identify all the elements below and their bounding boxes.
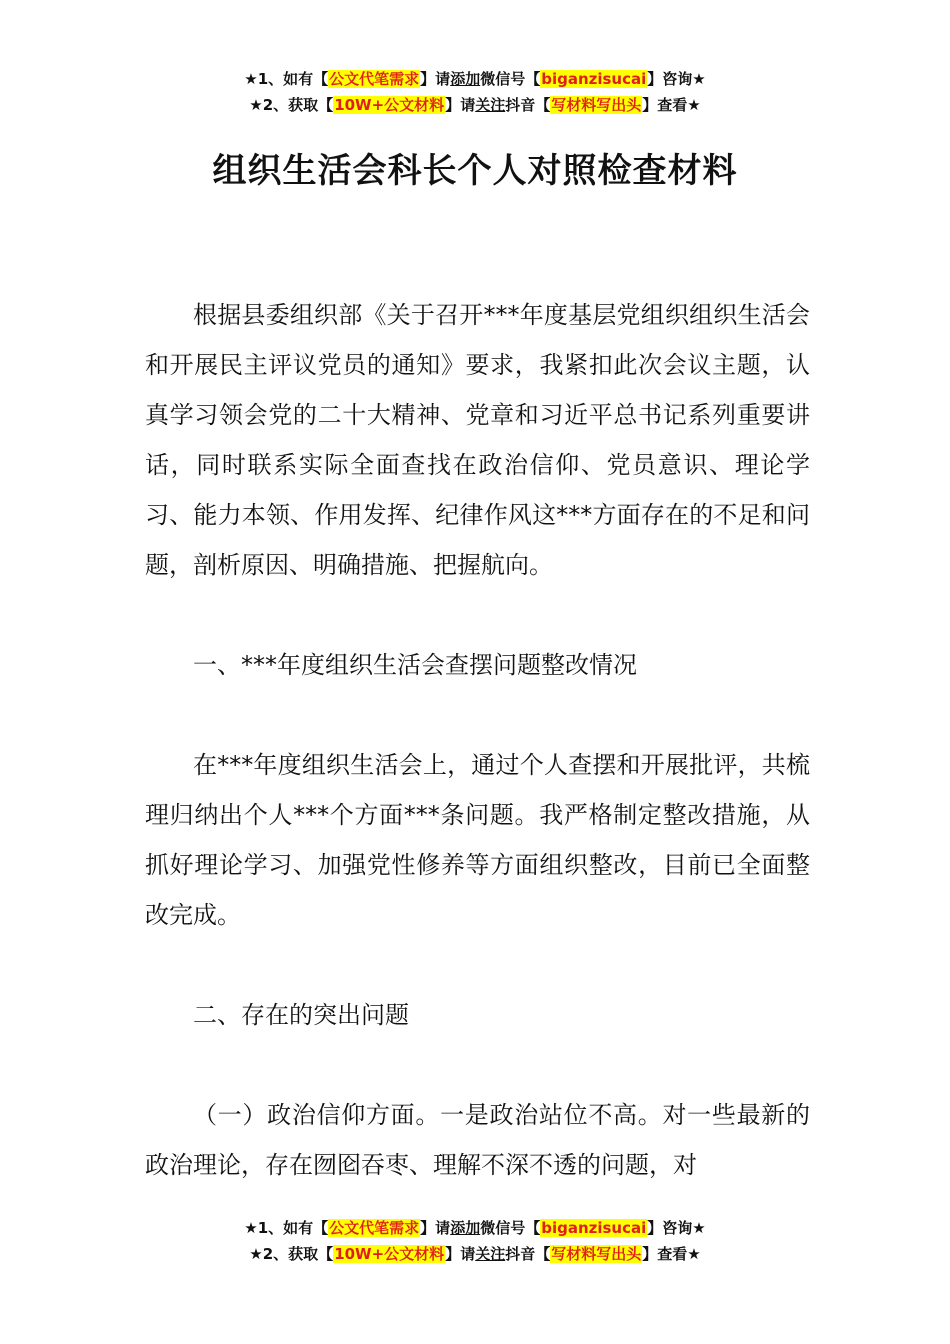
banner-line-1 bbox=[0, 66, 950, 92]
banner-underline: 添加 bbox=[450, 1219, 481, 1237]
banner-text: 】咨询★ bbox=[647, 70, 706, 88]
banner-text: ★1、如有【 bbox=[244, 70, 329, 88]
banner-text: ★2、获取【 bbox=[249, 96, 334, 114]
banner-text: ★2、获取【 bbox=[249, 1245, 334, 1263]
banner-underline: 关注 bbox=[475, 1245, 506, 1263]
document-body bbox=[145, 290, 810, 1190]
heading-section-1: 一、***年度组织生活会查摆问题整改情况 bbox=[193, 651, 637, 679]
banner-text: 抖音【 bbox=[505, 1245, 551, 1263]
banner-highlight: 10W+公文材料 bbox=[334, 96, 445, 114]
banner-text: 】请 bbox=[445, 1245, 476, 1263]
banner-line-2 bbox=[0, 1241, 950, 1267]
paragraph-section-2-1: （一）政治信仰方面。一是政治站位不高。对一些最新的政治理论，存在囫囵吞枣、理解不深不透的问题，对 bbox=[145, 1101, 810, 1179]
banner-text: 】查看★ bbox=[642, 96, 701, 114]
paragraph-section-1: 在***年度组织生活会上，通过个人查摆和开展批评，共梳理归纳出个人***个方面***条问题。我严格制定整改措施，从抓好理论学习、加强党性修养等方面组织整改，目前已全面整改完成。 bbox=[145, 751, 810, 929]
banner-underline: 添加 bbox=[450, 70, 481, 88]
banner-text: 】咨询★ bbox=[647, 1219, 706, 1237]
header-banner bbox=[0, 66, 950, 118]
banner-line-2 bbox=[0, 92, 950, 118]
banner-highlight: biganzisucai bbox=[541, 70, 647, 88]
banner-text: 微信号【 bbox=[480, 1219, 541, 1237]
banner-text: 】请 bbox=[445, 96, 476, 114]
banner-highlight: 写材料写出头 bbox=[551, 96, 642, 114]
banner-highlight: 公文代笔需求 bbox=[329, 70, 420, 88]
banner-text: 】查看★ bbox=[642, 1245, 701, 1263]
banner-text: 】请 bbox=[420, 1219, 451, 1237]
banner-highlight: biganzisucai bbox=[541, 1219, 647, 1237]
document-title: 组织生活会科长个人对照检查材料 bbox=[212, 151, 738, 191]
paragraph-intro: 根据县委组织部《关于召开***年度基层党组织组织生活会和开展民主评议党员的通知》要求，我紧扣此次会议主题，认真学习领会党的二十大精神、党章和习近平总书记系列重要讲话，同时联系实际全面查找在政治信仰、党员意识、理论学习、能力本领、作用发挥、纪律作风这***方面存在的不足和问题，剖析原因、明确措施、把握航向。 bbox=[145, 301, 810, 579]
banner-text: 微信号【 bbox=[480, 70, 541, 88]
banner-highlight: 10W+公文材料 bbox=[334, 1245, 445, 1263]
banner-underline: 关注 bbox=[475, 96, 506, 114]
heading-section-2: 二、存在的突出问题 bbox=[193, 1001, 409, 1029]
banner-text: 】请 bbox=[420, 70, 451, 88]
footer-banner bbox=[0, 1215, 950, 1267]
banner-text: 抖音【 bbox=[505, 96, 551, 114]
banner-line-1 bbox=[0, 1215, 950, 1241]
banner-highlight: 写材料写出头 bbox=[551, 1245, 642, 1263]
banner-highlight: 公文代笔需求 bbox=[329, 1219, 420, 1237]
banner-text: ★1、如有【 bbox=[244, 1219, 329, 1237]
